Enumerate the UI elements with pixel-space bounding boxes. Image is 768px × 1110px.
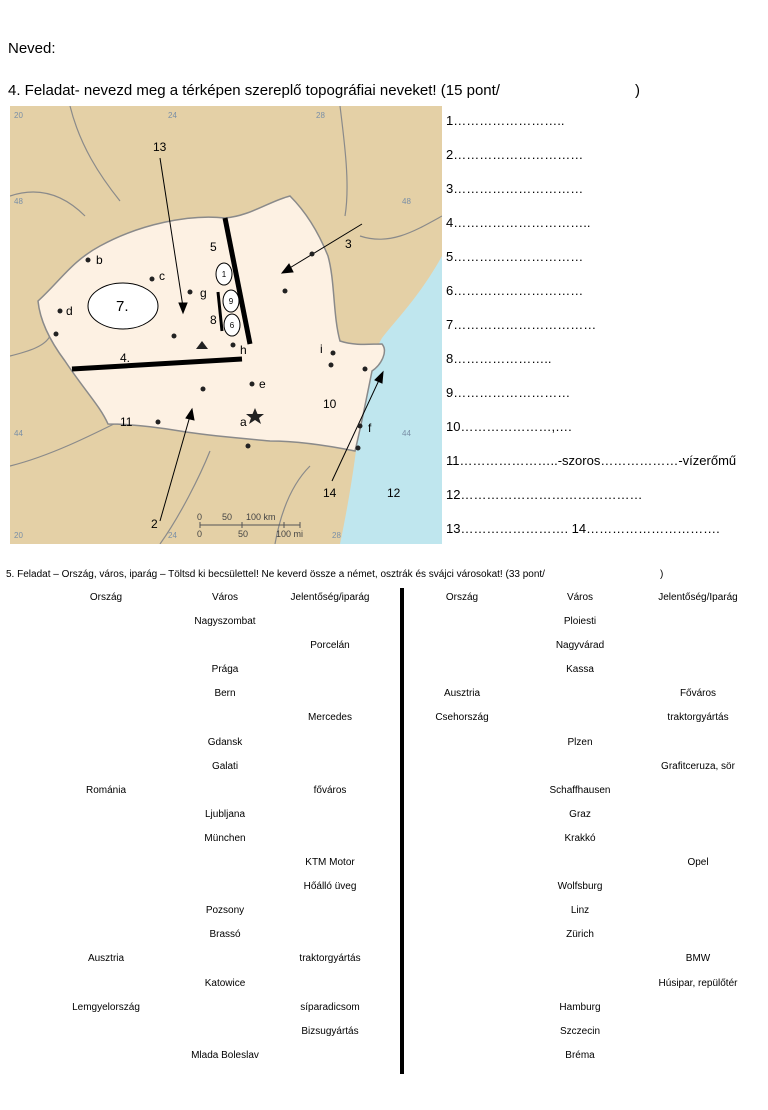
map-label-c: c bbox=[159, 269, 165, 283]
answer-line-7[interactable]: 7…………………………… bbox=[446, 317, 597, 332]
table-cell: Bern bbox=[214, 688, 236, 699]
graticule-top-28: 28 bbox=[316, 111, 325, 120]
task5-score-close: ) bbox=[660, 569, 664, 580]
table-cell: Plzen bbox=[567, 737, 593, 748]
city-dot-northeast bbox=[310, 252, 315, 257]
table-cell: síparadicsom bbox=[300, 1002, 360, 1013]
city-dot-c bbox=[150, 277, 155, 282]
table-cell: Kassa bbox=[566, 664, 594, 675]
table-cell: Ljubljana bbox=[204, 809, 246, 820]
map-label-10: 10 bbox=[323, 397, 337, 411]
scale-mi-100: 100 mi bbox=[276, 529, 304, 539]
city-dot-f bbox=[358, 424, 363, 429]
map-label-5: 5 bbox=[210, 240, 217, 254]
table-cell: Wolfsburg bbox=[557, 881, 603, 892]
task4-title: 4. Feladat- nevezd meg a térképen szereplő topográfiai neveket! (15 pont/ bbox=[8, 82, 500, 99]
map-label-14: 14 bbox=[323, 486, 337, 500]
table-cell: Lemgyelország bbox=[72, 1002, 140, 1013]
map-label-g: g bbox=[200, 286, 207, 300]
answer-line-12[interactable]: 12…………………………………… bbox=[446, 487, 643, 502]
city-dot-delta bbox=[363, 367, 368, 372]
answer-line-1[interactable]: 1…………………….. bbox=[446, 113, 565, 128]
table-cell: Főváros bbox=[679, 688, 717, 699]
map-label-b: b bbox=[96, 253, 103, 267]
table-divider bbox=[400, 588, 404, 1074]
romania-map bbox=[10, 106, 442, 544]
table-cell: Prága bbox=[211, 664, 239, 675]
table-cell: Nagyvárad bbox=[555, 640, 605, 651]
map-label-a: a bbox=[240, 415, 247, 429]
graticule-bottom-20: 20 bbox=[14, 531, 23, 540]
table-header-0: Ország bbox=[89, 592, 123, 603]
answer-line-9[interactable]: 9……………………… bbox=[446, 385, 571, 400]
table-cell: Ausztria bbox=[443, 688, 481, 699]
map-label-2: 2 bbox=[151, 517, 158, 531]
city-dot-d bbox=[58, 309, 63, 314]
task4-score-close: ) bbox=[635, 82, 640, 99]
table-cell: Porcelán bbox=[310, 640, 350, 651]
city-dot-east bbox=[283, 289, 288, 294]
scale-km-100: 100 km bbox=[246, 512, 276, 522]
table-cell: Ausztria bbox=[87, 953, 125, 964]
table-cell: Ploiesti bbox=[563, 616, 597, 627]
table-cell: BMW bbox=[685, 953, 711, 964]
table-header-5: Jelentőség/Iparág bbox=[658, 592, 738, 603]
table-cell: Románia bbox=[85, 785, 127, 796]
map-label-i: i bbox=[320, 342, 323, 356]
table-cell: Brassó bbox=[209, 929, 241, 940]
graticule-bottom-28: 28 bbox=[332, 531, 341, 540]
city-dot-i2 bbox=[329, 363, 334, 368]
city-dot-center bbox=[172, 334, 177, 339]
table-cell: München bbox=[204, 833, 246, 844]
table-cell: Bizsugyártás bbox=[301, 1026, 359, 1037]
table-cell: Krakkó bbox=[564, 833, 596, 844]
table-cell: Hőálló üveg bbox=[303, 881, 357, 892]
city-dot-g bbox=[188, 290, 193, 295]
answer-line-4[interactable]: 4………………………….. bbox=[446, 215, 591, 230]
scale-km-0: 0 bbox=[197, 512, 203, 522]
map-label-12: 12 bbox=[387, 486, 401, 500]
city-dot-coast bbox=[356, 446, 361, 451]
table-cell: Schaffhausen bbox=[549, 785, 611, 796]
city-dot-b bbox=[86, 258, 91, 263]
table-cell: traktorgyártás bbox=[667, 712, 729, 723]
map-label-7: 7. bbox=[116, 298, 129, 315]
map-label-9: 9 bbox=[228, 297, 234, 306]
answer-line-11[interactable]: 11…………………..-szoros………………-vízerőmű bbox=[446, 453, 737, 468]
table-cell: Zürich bbox=[566, 929, 594, 940]
graticule-right-44: 44 bbox=[402, 429, 411, 438]
map-label-f: f bbox=[368, 421, 372, 435]
map-label-13: 13 bbox=[153, 140, 167, 154]
map-label-3: 3 bbox=[345, 237, 352, 251]
answer-line-3[interactable]: 3………………………… bbox=[446, 181, 584, 196]
table-cell: KTM Motor bbox=[305, 857, 355, 868]
map-label-1: 1 bbox=[221, 270, 227, 279]
graticule-bottom-24: 24 bbox=[168, 531, 177, 540]
table-cell: Szczecin bbox=[559, 1026, 601, 1037]
graticule-left-48: 48 bbox=[14, 197, 23, 206]
city-dot-south bbox=[201, 387, 206, 392]
table-cell: Csehország bbox=[435, 712, 489, 723]
graticule-top-24: 24 bbox=[168, 111, 177, 120]
table-cell: Katowice bbox=[204, 978, 246, 989]
scale-mi-0: 0 bbox=[197, 529, 203, 539]
map-label-11: 11 bbox=[120, 415, 133, 429]
graticule-left-44: 44 bbox=[14, 429, 23, 438]
scale-km-50: 50 bbox=[222, 512, 233, 522]
table-header-1: Város bbox=[211, 592, 239, 603]
table-cell: Graz bbox=[569, 809, 591, 820]
table-cell: Mercedes bbox=[308, 712, 352, 723]
table-header-3: Ország bbox=[445, 592, 479, 603]
city-dot-danube bbox=[246, 444, 251, 449]
scale-mi-50: 50 bbox=[238, 529, 249, 539]
table-cell: Húsipar, repülőtér bbox=[658, 978, 738, 989]
table-cell: Nagyszombat bbox=[194, 616, 256, 627]
table-cell: főváros bbox=[313, 785, 347, 796]
map-label-6: 6 bbox=[229, 321, 235, 330]
student-name-label: Neved: bbox=[8, 40, 56, 57]
city-dot-i bbox=[331, 351, 336, 356]
map-label-4: 4. bbox=[120, 351, 131, 365]
table-header-4: Város bbox=[566, 592, 594, 603]
table-cell: Mlada Boleslav bbox=[191, 1050, 259, 1061]
map-label-d: d bbox=[66, 304, 73, 318]
table-header-2: Jelentőség/iparág bbox=[290, 592, 370, 603]
city-dot-h bbox=[231, 343, 236, 348]
table-cell: Bréma bbox=[565, 1050, 595, 1061]
table-cell: Linz bbox=[570, 905, 590, 916]
answer-line-6[interactable]: 6………………………… bbox=[446, 283, 584, 298]
table-cell: Opel bbox=[687, 857, 709, 868]
graticule-top-20: 20 bbox=[14, 111, 23, 120]
graticule-right-48: 48 bbox=[402, 197, 411, 206]
task5-title: 5. Feladat – Ország, város, iparág – Töltsd ki becsülettel! Ne keverd össze a német, osztrák és svájci városokat! (33 pont/ bbox=[6, 569, 545, 580]
table-cell: Hamburg bbox=[559, 1002, 601, 1013]
city-dot-e bbox=[250, 382, 255, 387]
map-label-e: e bbox=[259, 377, 266, 391]
answer-line-8[interactable]: 8………………….. bbox=[446, 351, 552, 366]
map-label-h: h bbox=[240, 343, 247, 357]
answer-line-10[interactable]: 10…………………,…. bbox=[446, 419, 572, 434]
table-cell: Gdansk bbox=[207, 737, 243, 748]
table-cell: Grafitceruza, sör bbox=[661, 761, 735, 772]
answer-line-5[interactable]: 5………………………… bbox=[446, 249, 584, 264]
answer-line-13-14[interactable]: 13……………………. 14…………………………. bbox=[446, 521, 720, 536]
table-cell: Galati bbox=[211, 761, 239, 772]
city-dot-west bbox=[54, 332, 59, 337]
table-cell: traktorgyártás bbox=[299, 953, 361, 964]
city-dot-11 bbox=[156, 420, 161, 425]
answer-line-2[interactable]: 2………………………… bbox=[446, 147, 584, 162]
table-cell: Pozsony bbox=[205, 905, 245, 916]
map-label-8: 8 bbox=[210, 313, 217, 327]
